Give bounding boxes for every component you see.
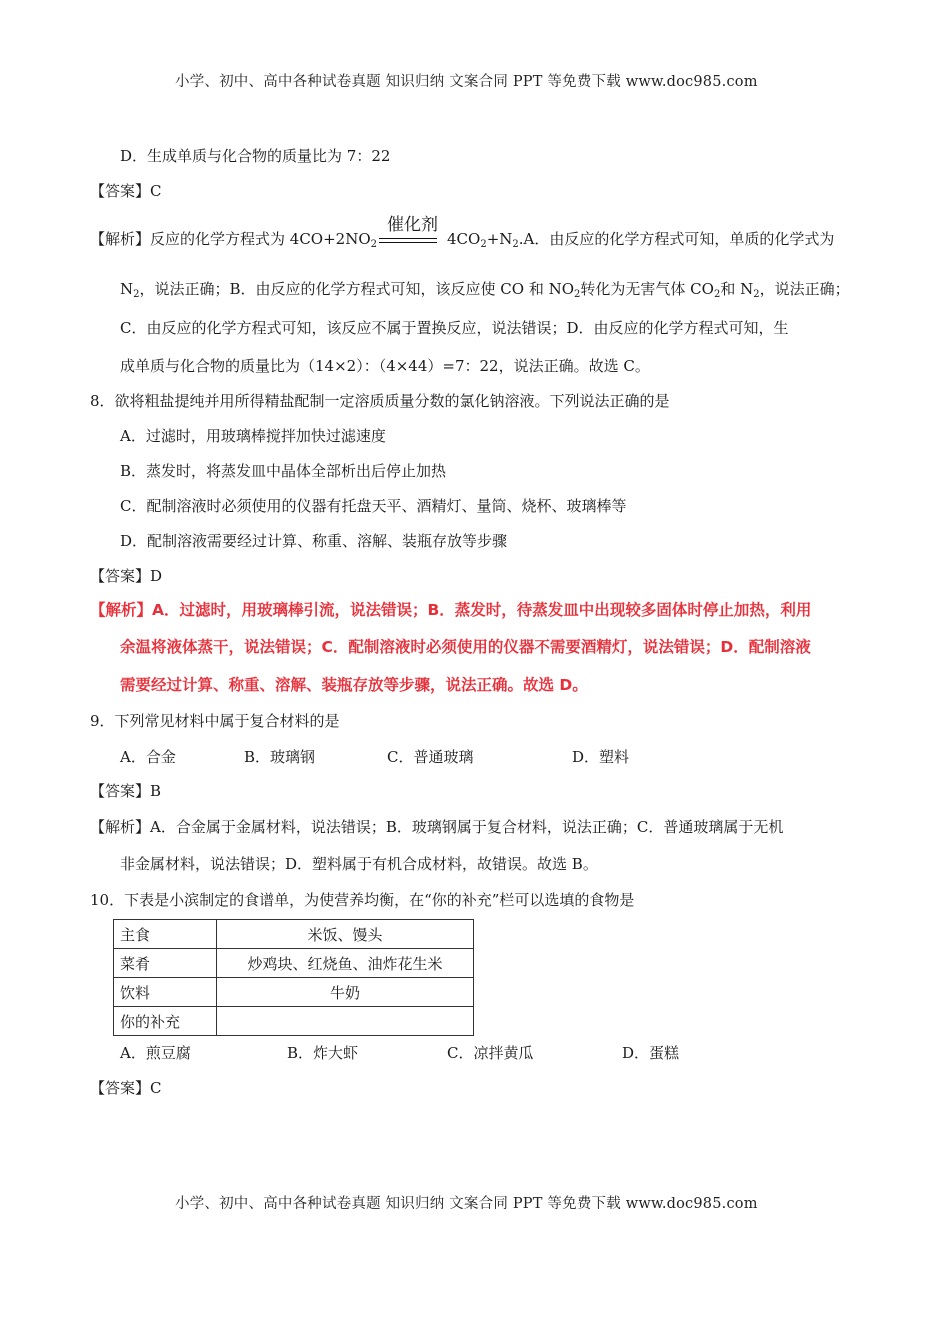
q8-answer: 【答案】D	[90, 567, 163, 585]
table-cell-value	[217, 1007, 474, 1036]
q7-analysis-line2: $N_2$，说法正确；B．由反应的化学方程式可知，该反应使 CO 和 $NO_2$转化为无害气体 $CO_2$和 $N_2$，说法正确；	[120, 280, 850, 300]
q10-option-a: A．煎豆腐	[120, 1044, 191, 1062]
q9-option-b: B．玻璃钢	[244, 748, 316, 766]
q10-answer: 【答案】C	[90, 1079, 162, 1097]
q7-analysis-line1: 【解析】反应的化学方程式为 $4CO+2NO_2$ 催化剂 $4CO_2+N_2.A$．由反应的化学方程式可知，单质的化学式为	[90, 215, 835, 250]
q9-question: 9．下列常见材料中属于复合材料的是	[90, 712, 340, 730]
q8-analysis-line2: 余温将液体蒸干，说法错误；C．配制溶液时必须使用的仪器不需要酒精灯，说法错误；D．配制溶液	[120, 638, 811, 656]
table-cell-value: 米饭、馒头	[217, 920, 474, 949]
q7-option-d: D．生成单质与化合物的质量比为 7：22	[120, 147, 391, 165]
q9-analysis-line1: 【解析】A．合金属于金属材料，说法错误；B．玻璃钢属于复合材料，说法正确；C．普通玻璃属于无机	[90, 818, 784, 836]
menu-table	[113, 919, 474, 1036]
q8-question: 8．欲将粗盐提纯并用所得精盐配制一定溶质质量分数的氯化钠溶液。下列说法正确的是	[90, 392, 670, 410]
table-cell-label: 饮料	[114, 978, 217, 1007]
q9-answer: 【答案】B	[90, 782, 162, 800]
q8-analysis-line1: 【解析】A．过滤时，用玻璃棒引流，说法错误；B．蒸发时，待蒸发皿中出现较多固体时停止加热，利用	[90, 601, 812, 619]
table-row	[114, 949, 474, 978]
q8-option-c: C．配制溶液时必须使用的仪器有托盘天平、酒精灯、量筒、烧杯、玻璃棒等	[120, 497, 627, 515]
q8-option-b: B．蒸发时，将蒸发皿中晶体全部析出后停止加热	[120, 462, 447, 480]
q8-analysis-line3: 需要经过计算、称重、溶解、装瓶存放等步骤，说法正确。故选 D。	[120, 676, 588, 694]
q9-option-d: D．塑料	[572, 748, 630, 766]
table-row	[114, 1007, 474, 1036]
q10-option-b: B．炸大虾	[287, 1044, 359, 1062]
q9-option-c: C．普通玻璃	[387, 748, 474, 766]
q7-analysis-line3: C．由反应的化学方程式可知，该反应不属于置换反应，说法错误；D．由反应的化学方程式可知，生	[120, 319, 789, 337]
page-footer: 小学、初中、高中各种试卷真题 知识归纳 文案合同 PPT 等免费下载 www.doc985.com	[175, 1196, 758, 1212]
q10-option-c: C．凉拌黄瓜	[447, 1044, 534, 1062]
chemical-equation-arrow	[379, 215, 438, 247]
q8-option-a: A．过滤时，用玻璃棒搅拌加快过滤速度	[120, 427, 386, 445]
q7-analysis-line4: 成单质与化合物的质量比为（14×2）：（4×44）=7：22，说法正确。故选 C。	[120, 357, 650, 375]
q9-analysis-line2: 非金属材料，说法错误；D．塑料属于有机合成材料，故错误。故选 B。	[120, 855, 598, 873]
q8-option-d: D．配制溶液需要经过计算、称重、溶解、装瓶存放等步骤	[120, 532, 508, 550]
q10-option-d: D．蛋糕	[622, 1044, 680, 1062]
q10-question: 10．下表是小滨制定的食谱单，为使营养均衡，在“你的补充”栏可以选填的食物是	[90, 891, 635, 909]
q7-answer: 【答案】C	[90, 182, 162, 200]
table-cell-value: 牛奶	[217, 978, 474, 1007]
catalyst-label: 催化剂	[387, 215, 438, 235]
q9-option-a: A．合金	[120, 748, 176, 766]
q7-analysis-prefix: 【解析】反应的化学方程式为 4CO+2NO	[90, 230, 371, 248]
table-cell-label: 主食	[114, 920, 217, 949]
table-cell-label: 菜肴	[114, 949, 217, 978]
table-row	[114, 978, 474, 1007]
table-cell-value: 炒鸡块、红烧鱼、油炸花生米	[217, 949, 474, 978]
page-header: 小学、初中、高中各种试卷真题 知识归纳 文案合同 PPT 等免费下载 www.doc985.com	[175, 74, 758, 90]
table-cell-label: 你的补充	[114, 1007, 217, 1036]
table-row	[114, 920, 474, 949]
